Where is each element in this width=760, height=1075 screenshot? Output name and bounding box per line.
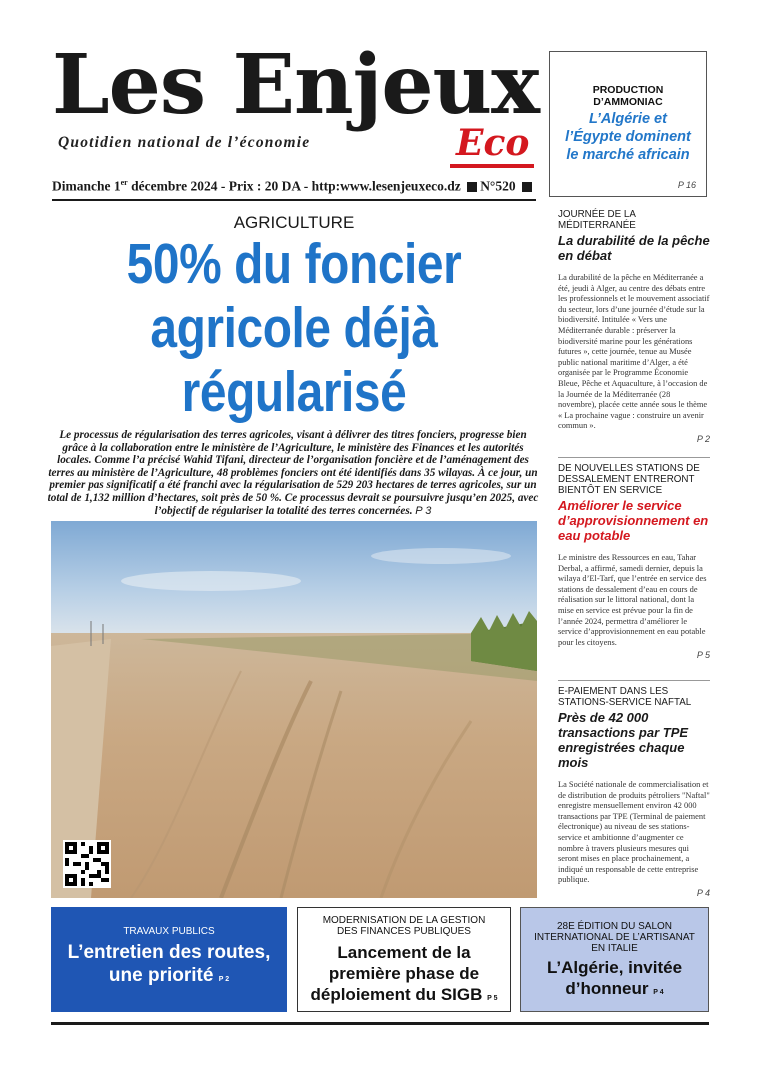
bottom-title <box>521 957 708 1003</box>
sidebar-page: P 2 <box>696 433 710 444</box>
main-kicker: AGRICULTURE <box>233 213 355 232</box>
sidebar-page: P 5 <box>696 650 710 661</box>
sidebar-body: La Société nationale de commercialisation et de distribution de produits pétroliers "Naftal" enregistre mensuellement environ 42 000 transactions par TPE (Terminal de paiement électronique) au niveau de ses stations-service et ambitionne d’augmenter ce nombre à travers plusieurs mesures qui seront mises en place prochainement, a indiqué un responsable de cette entreprise publique. <box>558 780 710 885</box>
bottom-box-artisanat[interactable] <box>520 907 709 1012</box>
bottom-kicker: MODERNISATION DE LA GESTION DES FINANCES PUBLIQUES <box>322 915 486 937</box>
promo-page: P 16 <box>677 180 696 190</box>
sidebar-title: Près de 42 000 transactions par TPE enregistrées chaque mois <box>558 710 689 770</box>
sidebar-kicker: DE NOUVELLES STATIONS DE DESSALEMENT ENTRERONT BIENTÔT EN SERVICE <box>558 463 700 496</box>
date-rest: décembre 2024 - Prix : 20 DA - http:www.lesenjeuxeco.dz <box>127 178 461 194</box>
bottom-kicker: TRAVAUX PUBLICS <box>123 926 215 937</box>
dateline <box>52 178 535 195</box>
promo-box[interactable] <box>549 51 707 197</box>
headline-line-2: agricole déjà <box>150 296 438 360</box>
sidebar-page: P 4 <box>696 887 710 898</box>
sidebar-article-2[interactable] <box>558 463 710 660</box>
photo-landscape <box>51 521 537 898</box>
promo-kicker: PRODUCTION D’AMMONIAC <box>592 84 664 108</box>
sidebar-kicker: JOURNÉE DE LA MÉDITERRANÉE <box>558 209 636 231</box>
masthead-logo: Les Enjeux <box>52 37 540 133</box>
headline-line-1: 50% du foncier <box>126 232 462 296</box>
sidebar-divider <box>558 457 710 458</box>
bottom-page: P 4 <box>653 989 664 996</box>
bottom-kicker: 28E ÉDITION DU SALON INTERNATIONAL DE L’ARTISANAT EN ITALIE <box>534 921 695 954</box>
masthead-tagline: Quotidien national de l’économie <box>58 134 311 151</box>
masthead-rule <box>52 199 536 201</box>
bottom-title <box>51 941 287 991</box>
bottom-title-text: L’Algérie, invitée d’honneur <box>546 958 683 998</box>
qr-code-icon <box>63 840 111 888</box>
bottom-title <box>298 942 510 1009</box>
bottom-title-text: L’entretien des routes, une priorité <box>67 942 271 986</box>
sidebar-divider <box>558 680 710 681</box>
date-suffix: er <box>120 178 128 187</box>
lead-page: P 3 <box>415 504 432 517</box>
date-prefix: Dimanche 1 <box>52 178 121 194</box>
main-headline[interactable] <box>91 232 498 424</box>
bottom-rule <box>51 1022 709 1025</box>
sidebar-article-3[interactable] <box>558 686 710 898</box>
bottom-title-text: Lancement de la première phase de déploiement du SIGB <box>310 943 483 1004</box>
sidebar-kicker: E-PAIEMENT DANS LES STATIONS-SERVICE NAFTAL <box>558 686 692 708</box>
headline-line-3: régularisé <box>181 360 407 424</box>
square-bullet-icon <box>467 182 477 192</box>
bottom-page: P 2 <box>218 976 230 983</box>
main-lead <box>46 429 540 517</box>
sidebar-body: La durabilité de la pêche en Méditerranée a été, jeudi à Alger, au centre des débats entre les professionnels et le mouvement associatif du secteur, lors d’une journée d’étude sur la biodiversité. Intitulée « Vers une Méditerranée durable : préserver la biodiversité marine pour les générations futures », cette journée, tenue au Musée public national maritime d’Alger, a été organisée par le Programme Économie Bleue, Pêche et Aquaculture, à l’occasion de la Journée de la Méditerranée (28 novembre), placée cette année sous le thème « La prochaine vague : construire un avenir commun ». <box>558 273 710 431</box>
sidebar-title: Améliorer le service d’approvisionnement en eau potable <box>558 498 709 543</box>
sidebar-body: Le ministre des Ressources en eau, Tahar Derbal, a affirmé, samedi dernier, depuis la wilaya d’El-Tarf, que l’entrée en service des stations de dessalement d’eau en cours de réalisation sur le littoral national, dont la mise en service est prévue pour la fin de l’année 2024, permettra d’améliorer le service d’approvisionnement en eau potable pour les citoyens. <box>558 553 707 647</box>
issue-number: N°520 <box>480 178 516 194</box>
bottom-page: P 5 <box>487 995 498 1002</box>
main-photo <box>51 521 537 898</box>
bottom-box-travaux-publics[interactable] <box>51 907 287 1012</box>
promo-title: L’Algérie et l’Égypte dominent le marché africain <box>565 111 691 163</box>
square-bullet-icon <box>522 182 532 192</box>
bottom-box-finances[interactable] <box>297 907 511 1012</box>
logo-underline <box>450 164 534 168</box>
masthead-logo-suffix: Eco <box>456 122 530 164</box>
sidebar-article-1[interactable] <box>558 209 710 444</box>
lead-text: Le processus de régularisation des terres agricoles, visant à délivrer des titres fonciers, progresse bien grâce à la collaboration entre le ministère de l’Agriculture, le ministère des Finances et les autorités locales. Comme l’a précisé Wahid Tifani, directeur de l’organisation foncière et de l’aménagement des terres au ministère de l’Agriculture, 48 problèmes fonciers ont été identifiés dans 35 wilayas. À ce jour, un premier pas significatif a été franchi avec la régularisation de 529 203 hectares de terres agricoles, sur un total de 1,132 million d’hectares, soit près de 50 %. Ce processus devrait se poursuivre jusqu’en 2025, avec l’objectif de régulariser la totalité des terres concernées. <box>47 429 539 517</box>
sidebar-title: La durabilité de la pêche en débat <box>558 233 710 263</box>
